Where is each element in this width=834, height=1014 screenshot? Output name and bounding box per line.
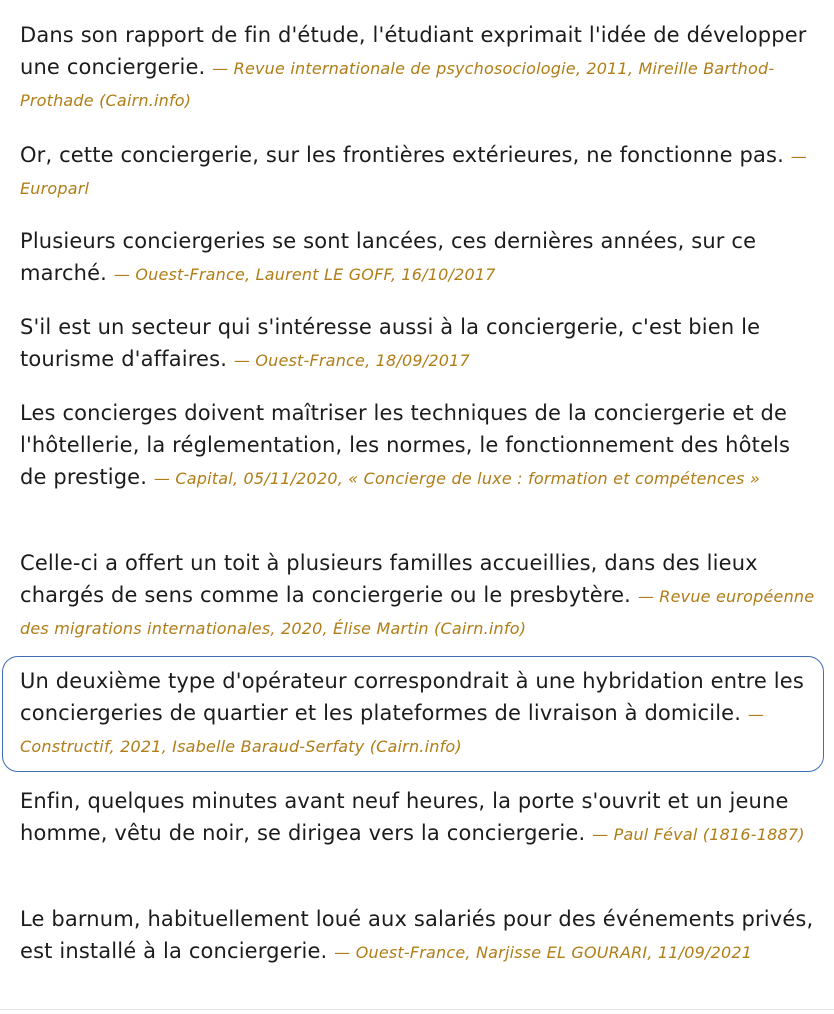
example-item-selected[interactable] <box>2 656 824 772</box>
example-item[interactable] <box>2 784 824 852</box>
example-source[interactable]: — Ouest-France, Narjisse EL GOURARI, 11/09/2021 <box>334 943 753 962</box>
example-item[interactable] <box>2 902 824 970</box>
example-item[interactable] <box>2 546 824 646</box>
example-item[interactable] <box>2 224 824 292</box>
example-sentence: Celle-ci a offert un toit à plusieurs familles accueillies, dans des lieux chargés de sens comme la conciergerie ou le presbytère. <box>20 551 758 607</box>
example-source[interactable]: — Europarl <box>20 147 807 198</box>
example-item[interactable] <box>2 310 824 378</box>
example-sentence: Enfin, quelques minutes avant neuf heures, la porte s'ouvrit et un jeune homme, vêtu de noir, se dirigea vers la conciergerie. <box>20 789 789 845</box>
example-sentence: Or, cette conciergerie, sur les frontières extérieures, ne fonctionne pas. <box>20 143 791 167</box>
example-sentence: Le barnum, habituellement loué aux salariés pour des événements privés, est installé à la conciergerie. <box>20 907 814 963</box>
example-source[interactable]: — Constructif, 2021, Isabelle Baraud-Serfaty (Cairn.info) <box>20 705 765 756</box>
example-source[interactable]: — Revue internationale de psychosociologie, 2011, Mireille Barthod-Prothade (Cairn.info) <box>20 59 775 110</box>
example-item[interactable] <box>2 18 824 118</box>
example-sentence: Plusieurs conciergeries se sont lancées, ces dernières années, sur ce marché. <box>20 229 757 285</box>
example-sentence: Les concierges doivent maîtriser les techniques de la conciergerie et de l'hôtellerie, la réglementation, les normes, le fonctionnement des hôtels de prestige. <box>20 401 791 489</box>
example-source[interactable]: — Revue européenne des migrations internationales, 2020, Élise Martin (Cairn.info) <box>20 587 815 638</box>
example-item[interactable] <box>2 396 824 496</box>
example-source[interactable]: — Ouest-France, 18/09/2017 <box>233 351 470 370</box>
example-source[interactable]: — Capital, 05/11/2020, « Concierge de luxe : formation et compétences » <box>153 469 760 488</box>
example-item[interactable] <box>2 138 824 206</box>
example-sentence: Dans son rapport de fin d'étude, l'étudiant exprimait l'idée de développer une conciergerie. <box>20 23 807 79</box>
bottom-divider <box>0 1009 834 1010</box>
example-source[interactable]: — Paul Féval (1816-1887) <box>592 825 805 844</box>
example-sentence: S'il est un secteur qui s'intéresse aussi à la conciergerie, c'est bien le tourisme d'affaires. <box>20 315 761 371</box>
example-source[interactable]: — Ouest-France, Laurent LE GOFF, 16/10/2017 <box>113 265 496 284</box>
example-sentence: Un deuxième type d'opérateur correspondrait à une hybridation entre les conciergeries de quartier et les plateformes de livraison à domicile. <box>20 669 804 725</box>
